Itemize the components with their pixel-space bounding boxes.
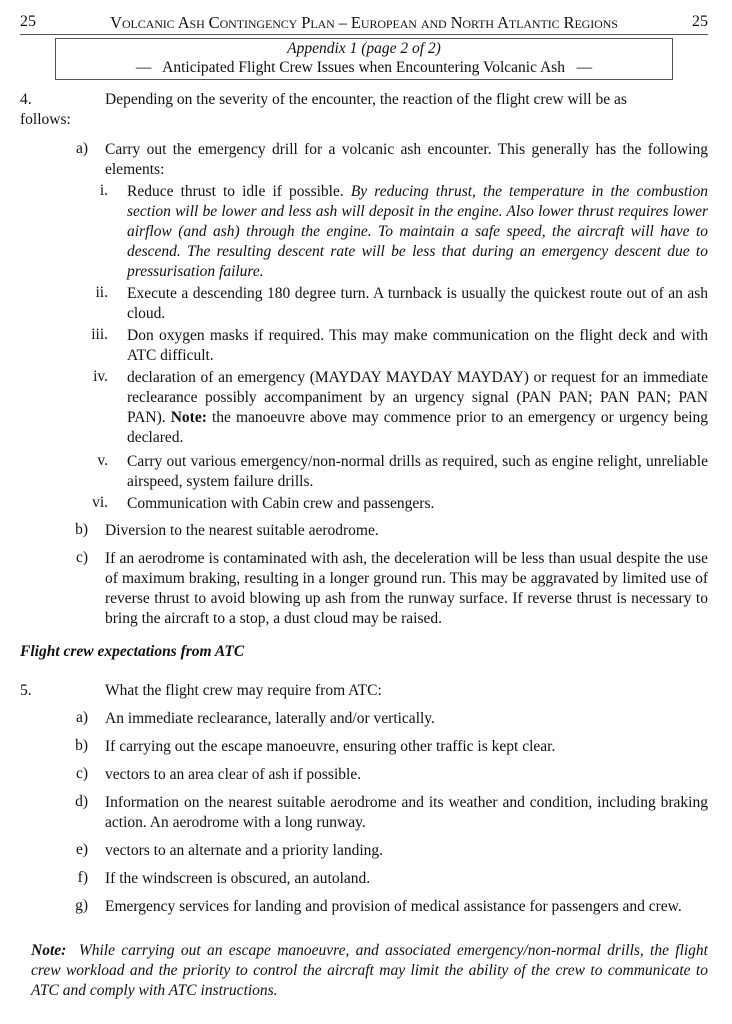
section-4-intro-rest: follows: [20,111,71,128]
item-label: ii. [95,284,108,301]
item-text: Information on the nearest suitable aerodrome and its weather and condition, including braking action. An aerodrome with a long runway. [105,794,708,831]
section-heading: Flight crew expectations from ATC [20,643,245,660]
document-title: Volcanic Ash Contingency Plan – European and North Atlantic Regions [110,13,618,32]
section-4-intro-first-line: Depending on the severity of the encounter, the reaction of the flight crew will be as [105,91,627,108]
item-text-before: declaration of an emergency (MAYDAY MAYDAY MAYDAY) or request for an immediate reclearance possibly accompaniment by an urgency signal (PAN PAN; PAN PAN; PAN PAN). [127,369,708,426]
item-text [127,182,708,282]
section-5-intro-text: What the flight crew may require from ATC: [105,682,382,699]
footnote [31,941,712,1001]
section-number: 4. [20,91,32,108]
item-label: iii. [91,326,108,343]
item-text-plain: Reduce thrust to idle if possible. [127,183,351,200]
item-text-after: the manoeuvre above may commence prior to an emergency or urgency being declared. [127,409,709,446]
item-text: If the windscreen is obscured, an autoland. [105,870,371,887]
item-text: vectors to an alternate and a priority landing. [105,842,384,859]
note-text: While carrying out an escape manoeuvre, and associated emergency/non-normal drills, the flight crew workload and the priority to control the aircraft may limit the ability of the crew to communicate to ATC and comply with ATC instructions. [31,942,712,999]
item-text: Carry out various emergency/non-normal drills as required, such as engine relight, unreliable airspeed, system failure drills. [127,453,708,490]
item-label: g) [75,897,88,914]
item-label: d) [75,793,88,810]
item-label: a) [75,709,88,726]
item-text: If an aerodrome is contaminated with ash, the deceleration will be less than usual despite the use of maximum braking, resulting in a longer ground run. This may be aggravated by limited use of reverse thrust to avoid blowing up ash from the runway surface. If reverse thrust is necessary to bring the aircraft to a stop, a dust cloud may be raised. [105,550,708,627]
item-text-italic: By reducing thrust, the temperature in the combustion section will be lower and less ash will deposit in the engine. Also lower thrust requires lower airflow (and ash) through the engine. To maintain a safe speed, the aircraft will have to descend. The resulting descent rate will be less that during an emergency descent due to pressurisation failure. [127,183,708,280]
appendix-subtitle: — Anticipated Flight Crew Issues when Encountering Volcanic Ash — [135,59,593,76]
page-number-right: 25 [692,13,708,30]
item-label: b) [75,737,88,754]
item-label: v. [97,452,108,469]
item-label: c) [75,765,88,782]
item-label: e) [75,841,88,858]
section-number: 5. [20,682,32,699]
item-label: c) [75,549,88,566]
item-text: Diversion to the nearest suitable aerodrome. [105,522,379,539]
item-text: Carry out the emergency drill for a volcanic ash encounter. This generally has the following elements: [105,141,708,178]
section-4-intro [20,90,708,130]
note-label: Note: [31,942,67,959]
item-label: f) [77,869,88,886]
item-text: If carrying out the escape manoeuvre, ensuring other traffic is kept clear. [105,738,556,755]
appendix-title-box [55,38,673,80]
item-label: b) [75,521,88,538]
item-text: Communication with Cabin crew and passengers. [127,495,435,512]
item-text [127,368,708,448]
note-label: Note: [170,409,207,426]
item-label: i. [99,182,108,199]
item-text: Emergency services for landing and provision of medical assistance for passengers and crew. [105,898,682,915]
item-text: Don oxygen masks if required. This may make communication on the flight deck and with ATC difficult. [127,327,708,364]
page-header [20,10,708,35]
item-label: vi. [92,494,108,511]
item-text: vectors to an area clear of ash if possible. [105,766,362,783]
item-label: iv. [93,368,108,385]
page-number-left: 25 [20,13,36,30]
item-text: An immediate reclearance, laterally and/or vertically. [105,710,435,727]
appendix-label: Appendix 1 (page 2 of 2) [287,40,441,57]
item-text: Execute a descending 180 degree turn. A turnback is usually the quickest route out of an ash cloud. [127,285,708,322]
section-5-intro [20,681,708,701]
item-label: a) [75,140,88,157]
